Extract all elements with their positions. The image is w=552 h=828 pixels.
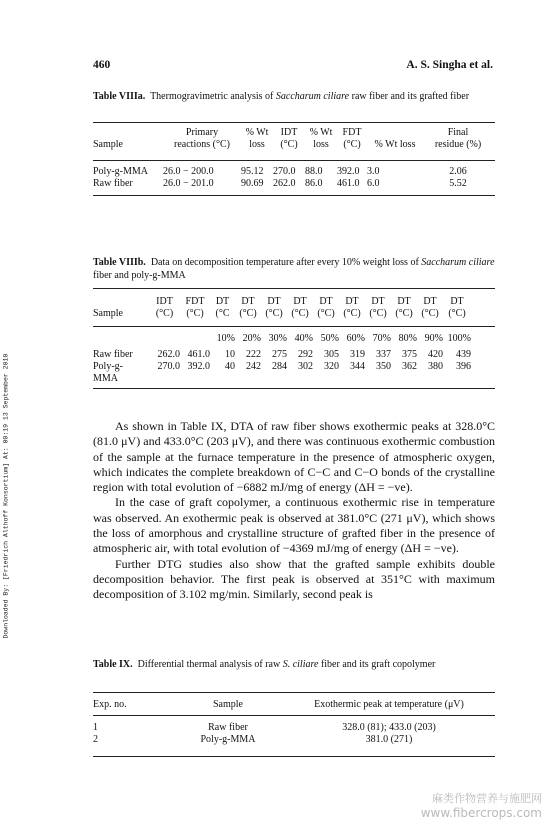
table-rule — [93, 326, 495, 327]
table-cell — [287, 373, 313, 385]
table-header-cell: Final — [447, 127, 469, 138]
table-header-cell — [93, 296, 149, 308]
table-cell — [443, 373, 471, 385]
table-cell: Raw fiber — [93, 349, 133, 360]
table-header-cell: % Wt loss — [374, 139, 416, 150]
table-cell: 337 — [376, 349, 391, 360]
caption-text: fiber and poly-g-MMA — [93, 270, 186, 281]
table-8a-label: Table VIIIa. — [93, 91, 146, 102]
table-cell — [417, 373, 443, 385]
table-cell: 6.0 — [367, 178, 380, 189]
watermark-line-2: www.fibercrops.com — [420, 806, 542, 820]
table-header-cell: Sample — [213, 699, 243, 710]
table-row — [93, 373, 471, 385]
table-cell — [149, 373, 180, 385]
table-header-cell: Primary — [185, 127, 219, 138]
table-cell — [210, 373, 235, 385]
table-header-cell: Exp. no. — [93, 699, 127, 710]
paragraph: In the case of graft copolymer, a continuous exothermic rise in temperature was observed. An exothermic peak is observed at 381.0°C (271 μV), which shows the loss of amorphous and crystalline structure of grafted fiber in the presence of atmospheric air, with total evolution of −4369 mJ/mg of energy (ΔH = −ve). — [93, 495, 495, 556]
table-cell — [149, 333, 180, 349]
table-cell: 30% — [268, 333, 287, 344]
table-rule — [93, 692, 495, 693]
table-cell: 100% — [447, 333, 471, 344]
table-header-cell: reactions (°C) — [174, 139, 230, 150]
table-header-cell: (°C) — [317, 308, 335, 319]
table-header-cell — [367, 127, 423, 139]
table-cell: 26.0 − 201.0 — [163, 178, 214, 189]
table-8b-label: Table VIIIb. — [93, 257, 146, 268]
table-cell: 396 — [456, 361, 471, 372]
table-8a — [93, 127, 493, 151]
table-cell: 26.0 − 200.0 — [163, 166, 214, 177]
table-cell: 90.69 — [241, 178, 264, 189]
table-9 — [93, 699, 495, 711]
table-cell — [365, 373, 391, 385]
caption-text: fiber and its graft copolymer — [318, 659, 436, 670]
download-note: Downloaded By: [Friedrich Althoff Konsortium] At: 00:19 13 September 2010 — [2, 353, 10, 639]
table-cell: 328.0 (81); 433.0 (203) — [342, 722, 436, 733]
table-cell: 10 — [225, 349, 235, 360]
table-header-cell: (°C) — [369, 308, 387, 319]
table-cell: 292 — [298, 349, 313, 360]
table-header-cell: (°C) — [280, 139, 298, 150]
table-cell: 40 — [225, 361, 235, 372]
caption-species: S. ciliare — [282, 659, 319, 670]
table-rule — [93, 122, 495, 123]
table-cell: 2 — [93, 734, 98, 745]
table-cell: 3.0 — [367, 166, 380, 177]
running-head-authors: A. S. Singha et al. — [406, 59, 493, 71]
table-cell: 375 — [402, 349, 417, 360]
caption-text: Differential thermal analysis of raw — [137, 659, 283, 670]
table-header-cell: DT — [397, 296, 411, 307]
table-cell: 95.12 — [241, 166, 264, 177]
table-cell: Raw fiber — [93, 178, 133, 189]
table-header-cell: DT — [345, 296, 359, 307]
table-cell: 461.0 — [337, 178, 360, 189]
table-row — [93, 166, 493, 178]
table-header-cell: DT — [423, 296, 437, 307]
table-8b-body — [93, 333, 471, 385]
table-row — [93, 734, 495, 746]
table-header-cell: loss — [249, 139, 265, 150]
table-cell: Poly-g-MMA — [200, 734, 256, 745]
table-cell: 1 — [93, 722, 98, 733]
table-header-cell: Sample — [93, 308, 123, 319]
table-8b — [93, 296, 471, 320]
table-header-cell: (°C) — [186, 308, 204, 319]
table-cell — [180, 373, 210, 385]
table-cell: 10% — [216, 333, 235, 344]
table-cell: 439 — [456, 349, 471, 360]
table-cell: MMA — [93, 373, 119, 384]
table-header-cell: (°C) — [155, 308, 174, 319]
table-cell: 2.06 — [449, 166, 467, 177]
table-header-cell: IDT — [280, 127, 298, 138]
table-cell: 380 — [428, 361, 443, 372]
table-cell: 392.0 — [187, 361, 210, 372]
table-cell: 319 — [350, 349, 365, 360]
table-header-cell: FDT — [342, 127, 362, 138]
table-cell: Raw fiber — [208, 722, 248, 733]
table-header-cell: % Wt — [309, 127, 333, 138]
table-cell: 262.0 — [273, 178, 296, 189]
table-header-cell: DT — [450, 296, 464, 307]
paragraph: Further DTG studies also show that the grafted sample exhibits double decomposition behavior. The first peak is observed at 351°C with maximum decomposition of 3.102 mg/min. Similarly, second peak is — [93, 556, 495, 602]
table-cell: 392.0 — [337, 166, 360, 177]
table-header-cell: (°C) — [343, 308, 361, 319]
table-8a-body — [93, 166, 493, 190]
table-header-cell: residue (%) — [434, 139, 482, 150]
table-header-cell: DT — [215, 296, 230, 307]
table-cell: 70% — [372, 333, 391, 344]
table-cell: 381.0 (271) — [365, 734, 413, 745]
table-header-cell: (°C) — [343, 139, 361, 150]
table-cell: 275 — [272, 349, 287, 360]
table-header-cell: (°C — [215, 308, 230, 319]
table-header-cell: Exothermic peak at temperature (μV) — [314, 699, 464, 710]
table-cell: 60% — [346, 333, 365, 344]
table-cell — [261, 373, 287, 385]
table-header-cell: (°C) — [395, 308, 413, 319]
table-rule — [93, 288, 495, 289]
table-cell — [235, 373, 261, 385]
table-header-row — [93, 308, 471, 320]
table-rule — [93, 195, 495, 196]
table-8b-caption — [93, 256, 495, 282]
table-cell: Poly-g- — [93, 361, 123, 372]
body-text — [93, 419, 495, 603]
table-header-cell: (°C) — [421, 308, 439, 319]
table-cell: 86.0 — [305, 178, 323, 189]
table-rule — [93, 715, 495, 716]
page-number: 460 — [93, 59, 111, 71]
table-header-cell: DT — [319, 296, 333, 307]
table-cell — [313, 373, 339, 385]
paragraph: As shown in Table IX, DTA of raw fiber shows exothermic peaks at 328.0°C (81.0 μV) and 433.0°C (203 μV), and there was continuous exothermic combustion of the sample at the furnace temperature in the presence of atmospheric oxygen, which indicates the complete breakdown of C−C and C−O bonds of the crystalline region with total evolution of −6882 mJ/mg of energy (ΔH = −ve). — [93, 419, 495, 495]
caption-species: Saccharum ciliare — [421, 257, 495, 268]
table-cell: 461.0 — [187, 349, 210, 360]
table-row — [93, 722, 495, 734]
table-header-cell: DT — [241, 296, 255, 307]
table-header-row — [93, 296, 471, 308]
table-cell: 90% — [424, 333, 443, 344]
table-9-label: Table IX. — [93, 659, 133, 670]
table-header-cell: loss — [313, 139, 329, 150]
table-cell: 88.0 — [305, 166, 323, 177]
table-header-cell: Sample — [93, 139, 123, 150]
table-header-cell: (°C) — [448, 308, 466, 319]
table-rule — [93, 160, 495, 161]
table-cell — [339, 373, 365, 385]
table-header-row — [93, 699, 495, 711]
table-cell: 5.52 — [449, 178, 467, 189]
caption-text: Thermogravimetric analysis of — [150, 91, 276, 102]
caption-text: raw fiber and its grafted fiber — [349, 91, 470, 102]
table-cell: 284 — [272, 361, 287, 372]
table-header-cell — [93, 127, 163, 139]
table-header-cell: (°C) — [265, 308, 283, 319]
caption-text: Data on decomposition temperature after every 10% weight loss of — [150, 257, 422, 268]
table-header-cell: DT — [267, 296, 281, 307]
table-cell: 420 — [428, 349, 443, 360]
table-header-cell: (°C) — [239, 308, 257, 319]
table-header-cell: DT — [371, 296, 385, 307]
table-cell — [391, 373, 417, 385]
table-row — [93, 349, 471, 361]
table-cell: 40% — [294, 333, 313, 344]
table-cell: Poly-g-MMA — [93, 166, 149, 177]
table-rule — [93, 756, 495, 757]
table-row — [93, 178, 493, 190]
watermark-line-1: 麻类作物营养与施肥网 — [432, 792, 542, 805]
table-header-cell: FDT — [185, 296, 205, 307]
table-9-caption — [93, 658, 495, 671]
table-row — [93, 361, 471, 373]
table-cell — [180, 333, 210, 349]
table-header-cell: (°C) — [291, 308, 309, 319]
caption-species: Saccharum ciliare — [275, 91, 350, 102]
percent-row — [93, 333, 471, 349]
table-cell: 50% — [320, 333, 339, 344]
table-header-row — [93, 127, 493, 139]
table-header-row — [93, 139, 493, 151]
table-cell: 20% — [242, 333, 261, 344]
table-rule — [93, 388, 495, 389]
table-cell: 305 — [324, 349, 339, 360]
table-header-cell: DT — [293, 296, 307, 307]
table-9-body — [93, 722, 495, 746]
table-cell — [93, 333, 149, 349]
table-cell: 320 — [324, 361, 339, 372]
table-header-cell: % Wt — [245, 127, 269, 138]
table-cell: 302 — [298, 361, 313, 372]
table-cell: 270.0 — [157, 361, 180, 372]
table-cell: 344 — [350, 361, 365, 372]
table-8a-caption — [93, 90, 495, 103]
table-cell: 242 — [246, 361, 261, 372]
table-cell: 222 — [246, 349, 261, 360]
table-cell: 270.0 — [273, 166, 296, 177]
table-cell: 262.0 — [157, 349, 180, 360]
table-header-cell: IDT — [156, 296, 173, 307]
table-cell: 362 — [402, 361, 417, 372]
table-cell: 350 — [376, 361, 391, 372]
table-cell: 80% — [398, 333, 417, 344]
